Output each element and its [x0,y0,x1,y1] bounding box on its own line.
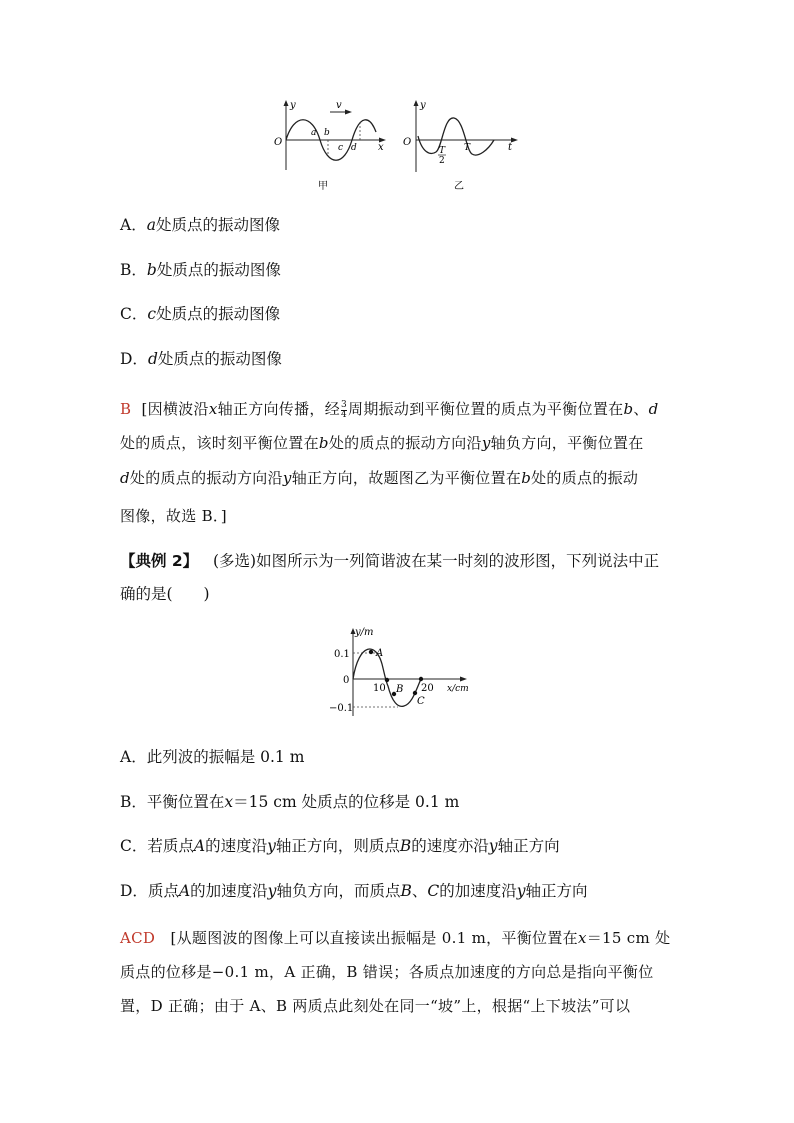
option-text: 、 [411,882,428,900]
var: y [282,469,292,487]
q2-option-a[interactable] [120,745,304,767]
option-letter: D． [120,882,148,900]
q2-stem-text: 确的是( ) [120,585,210,603]
option-var: C [427,882,440,900]
text: [因横波沿 [141,400,209,418]
label-ybot: −0.1 [329,703,354,714]
q1-explanation-line-2 [120,432,644,453]
option-letter: A． [120,216,147,234]
q2-stem-line-1 [120,549,659,571]
q2-option-d[interactable] [120,879,588,901]
text: 周期振动到平衡位置的质点为平衡位置在 [348,400,624,418]
q2-option-c[interactable] [120,834,560,856]
option-var: y [516,882,526,900]
option-text: 轴正方向 [497,837,560,855]
option-var: d [147,350,158,368]
var: d [648,400,659,418]
option-text: ＝15 cm 处质点的位移是 0.1 m [233,793,460,811]
q2-answer-label: ACD [120,929,156,947]
graph-jia [274,100,386,192]
text: ＝15 cm 处 [586,929,671,947]
option-letter: C． [120,837,148,855]
figure-wave-and-vibration [268,96,528,196]
option-var: y [488,837,498,855]
label-d: d [351,143,357,153]
label-y: y [290,100,296,111]
var: b [623,400,634,418]
point-A [369,650,373,654]
text: 图像，故选 B．] [120,507,227,525]
option-var: b [146,261,157,279]
y-arrow [284,100,289,106]
option-var: x [224,793,234,811]
var: d [120,469,130,487]
label-v: v [336,100,342,111]
option-text: 的加速度沿 [439,882,517,900]
option-var: c [147,305,157,323]
option-text: 的速度亦沿 [411,837,489,855]
caption-jia: 甲 [318,181,328,192]
option-var: a [146,216,156,234]
label-O: O [274,137,283,148]
label-t: t [508,142,513,153]
q2-explanation-line-2 [120,961,654,982]
label-b: b [324,128,330,138]
option-var: y [267,882,277,900]
text: 轴正方向，故题图乙为平衡位置在 [291,469,522,487]
label-x20: 20 [421,683,434,694]
label-x10: 10 [373,683,386,694]
var: y [481,434,491,452]
q2-explanation-line-3 [120,995,630,1016]
option-text: 平衡位置在 [146,793,225,811]
option-text: 的速度沿 [205,837,268,855]
q2-stem-line-2 [120,582,210,604]
caption-yi: 乙 [454,181,464,192]
option-var: A [178,882,191,900]
graph-yi [403,100,518,192]
option-text: 处质点的振动图像 [156,305,281,323]
option-text: 若质点 [147,837,194,855]
var: x [577,929,587,947]
x-arrow [460,677,467,682]
text: 轴负方向，平衡位置在 [490,434,644,452]
point-C [413,691,417,695]
label-O: O [403,137,412,148]
option-text: 轴正方向 [525,882,588,900]
q1-explanation-line-3 [120,467,638,488]
figure-wave-graph [326,620,486,720]
label-y: y [420,100,426,111]
frac-num: 3 [341,399,348,410]
q2-stem-text: (多选)如图所示为一列简谐波在某一时刻的波形图，下列说法中正 [212,552,660,570]
option-var: B [400,882,412,900]
option-var: B [399,837,412,855]
label-x: x [378,142,384,153]
q2-option-b[interactable] [120,790,459,812]
q1-explanation-line-4 [120,505,227,526]
label-c: c [338,143,344,153]
point-20 [419,677,423,681]
text: 处的质点的振动 [531,469,639,487]
q1-option-b[interactable] [120,258,281,280]
vibration-curve [418,118,494,155]
label-C: C [417,696,425,707]
label-T: T [464,143,471,153]
option-letter: A． [120,748,147,766]
option-text: 轴负方向，而质点 [276,882,401,900]
wave-curve [353,649,421,706]
option-text: 处质点的振动图像 [155,216,280,234]
text: [从题图波的图像上可以直接读出振幅是 0.1 m，平衡位置在 [170,929,578,947]
label-ytop: 0.1 [334,649,350,660]
t-arrow [511,138,518,143]
text: 处的质点，该时刻平衡位置在 [120,434,319,452]
label-A: A [376,648,384,659]
point-10 [385,678,389,682]
option-text: 质点 [147,882,179,900]
text: 质点的位移是−0.1 m，A 正确，B 错误；各质点加速度的方向总是指向平衡位 [120,963,654,981]
option-var: A [193,837,206,855]
label-T-numerator: T [439,146,446,156]
q1-answer-label: B [120,400,132,418]
option-text: 处质点的振动图像 [156,261,281,279]
option-letter: B． [120,793,147,811]
option-text: 处质点的振动图像 [157,350,282,368]
text: 处的质点的振动方向沿 [328,434,482,452]
option-var: y [267,837,276,855]
frac-den: 4 [341,409,348,420]
var: b [318,434,329,452]
option-letter: D． [120,350,148,368]
option-letter: C． [120,305,148,323]
text: 轴正方向传播，经 [217,400,340,418]
y-arrow [414,100,419,106]
q1-option-d[interactable] [120,347,282,369]
q1-explanation-line-1 [120,398,659,420]
q1-option-a[interactable] [120,213,280,235]
q2-explanation-line-1 [120,927,670,948]
text: 处的质点的振动方向沿 [129,469,283,487]
fraction-three-quarters [341,401,347,420]
label-ylabel: y/m [355,627,374,638]
label-xlabel: x/cm [447,684,469,694]
label-a: a [311,128,317,138]
text: 、 [633,400,649,418]
q2-tag: 【典例 2】 [120,552,199,570]
option-letter: B． [120,261,147,279]
var: x [208,400,218,418]
velocity-arrow-head [345,110,352,115]
var: b [521,469,532,487]
option-text: 轴正方向，则质点 [275,837,400,855]
label-B: B [396,684,404,695]
option-text: 此列波的振幅是 0.1 m [146,748,305,766]
label-yzero: 0 [343,675,350,686]
text: 置，D 正确；由于 A、B 两质点此刻处在同一“坡”上，根据“上下坡法”可以 [120,997,631,1015]
q1-option-c[interactable] [120,302,280,324]
option-text: 的加速度沿 [190,882,268,900]
label-T-denominator: 2 [439,156,445,166]
